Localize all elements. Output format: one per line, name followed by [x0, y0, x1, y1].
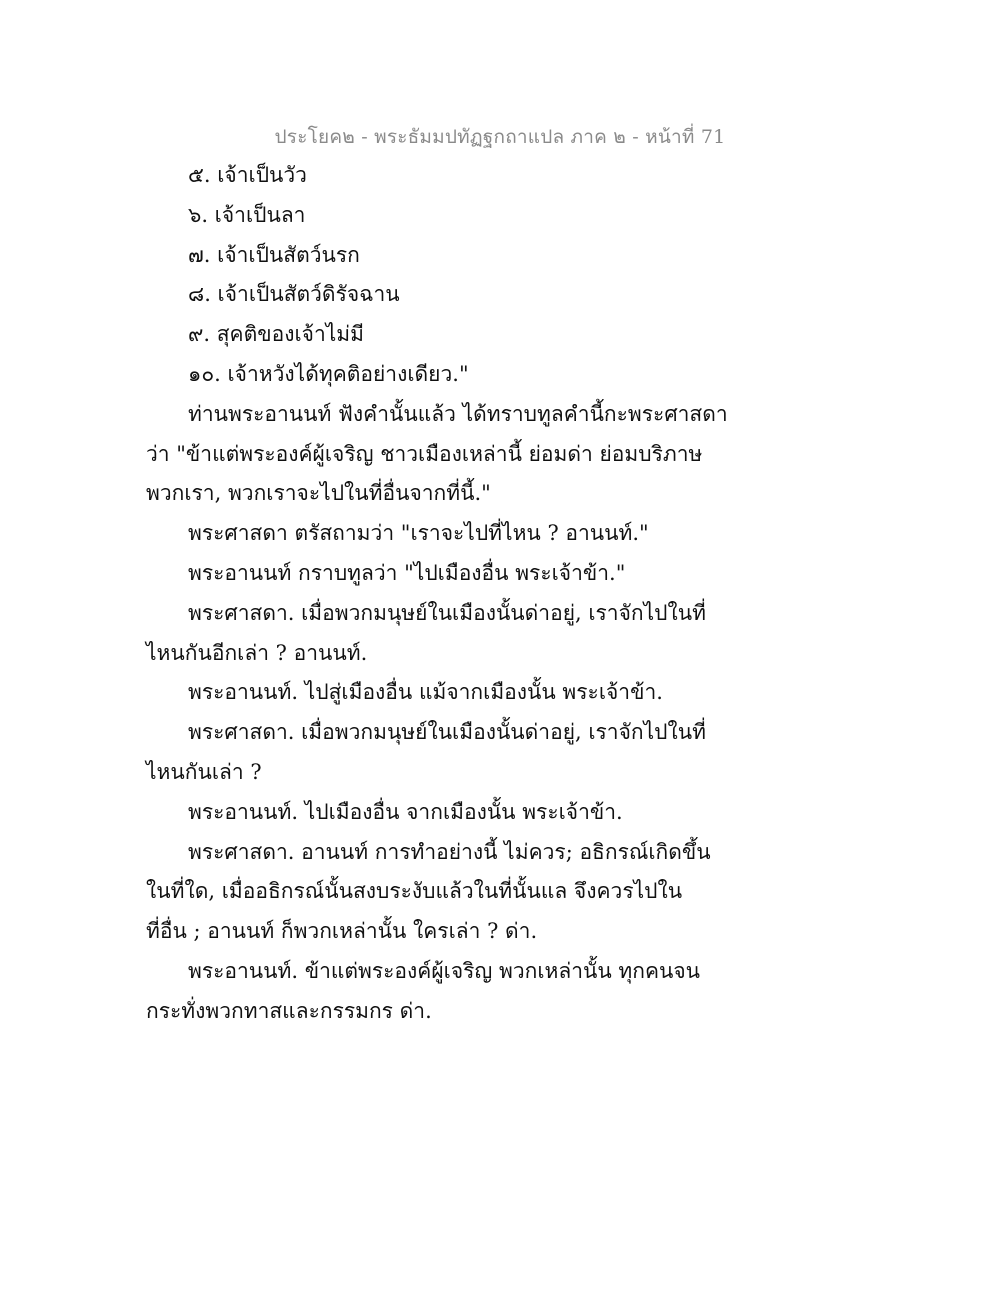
text-line: พระศาสดา. เมื่อพวกมนุษย์ในเมืองนั้นด่าอยู่, เราจักไปในที่	[188, 600, 706, 625]
text-line: พระอานนท์. ไปเมืองอื่น จากเมืองนั้น พระเจ้าข้า.	[188, 799, 623, 824]
text-line: ว่า "ข้าแต่พระองค์ผู้เจริญ ชาวเมืองเหล่านี้ ย่อมด่า ย่อมบริภาษ	[146, 441, 703, 466]
text-line: กระทั่งพวกทาสและกรรมกร ด่า.	[146, 998, 432, 1023]
text-line: ๑๐. เจ้าหวังได้ทุคติอย่างเดียว."	[188, 361, 469, 386]
text-line: พระอานนท์. ข้าแต่พระองค์ผู้เจริญ พวกเหล่านั้น ทุกคนจน	[188, 958, 701, 983]
body-text	[146, 156, 728, 1032]
text-line: ๗. เจ้าเป็นสัตว์นรก	[188, 242, 360, 267]
text-line: ไหนกันเล่า ?	[146, 759, 262, 784]
text-line: พวกเรา, พวกเราจะไปในที่อื่นจากที่นี้."	[146, 481, 491, 506]
text-line: พระอานนท์. ไปสู่เมืองอื่น แม้จากเมืองนั้น พระเจ้าข้า.	[188, 680, 663, 705]
text-line: ๕. เจ้าเป็นวัว	[188, 163, 307, 187]
text-line: ๙. สุคติของเจ้าไม่มี	[188, 322, 364, 347]
text-line: พระศาสดา ตรัสถามว่า "เราจะไปที่ไหน ? อานนท์."	[188, 521, 649, 546]
text-line: ไหนกันอีกเล่า ? อานนท์.	[146, 640, 368, 665]
text-line: ท่านพระอานนท์ ฟังคำนั้นแล้ว ได้ทราบทูลคำนี้กะพระศาสดา	[188, 401, 728, 426]
running-header: ประโยค๒ - พระธัมมปทัฏฐกถาแปล ภาค ๒ - หน้าที่ 71	[274, 126, 726, 148]
text-line: ที่อื่น ; อานนท์ ก็พวกเหล่านั้น ใครเล่า ? ด่า.	[146, 919, 538, 944]
text-line: ๘. เจ้าเป็นสัตว์ดิรัจฉาน	[188, 282, 400, 307]
text-line: ในที่ใด, เมื่ออธิกรณ์นั้นสงบระงับแล้วในที่นั้นแล จึงควรไปใน	[146, 879, 683, 904]
text-line: ๖. เจ้าเป็นลา	[188, 202, 306, 227]
text-line: พระอานนท์ กราบทูลว่า "ไปเมืองอื่น พระเจ้าข้า."	[188, 560, 626, 585]
text-line: พระศาสดา. อานนท์ การทำอย่างนี้ ไม่ควร; อธิกรณ์เกิดขึ้น	[188, 839, 711, 864]
text-line: พระศาสดา. เมื่อพวกมนุษย์ในเมืองนั้นด่าอยู่, เราจักไปในที่	[188, 720, 706, 745]
